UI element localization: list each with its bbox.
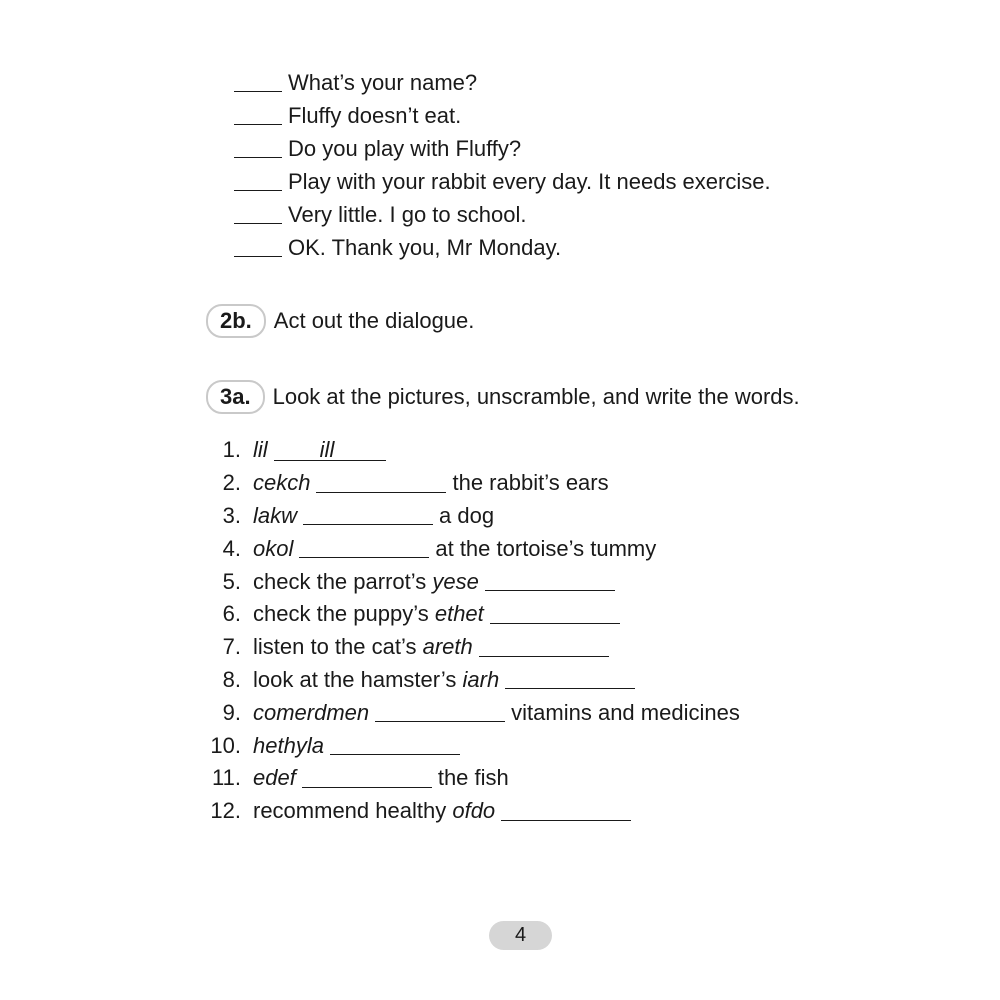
- item-number: 1.: [222, 437, 241, 463]
- scrambled-word: lakw: [253, 502, 298, 528]
- exercise-instruction: Act out the dialogue.: [273, 308, 475, 333]
- item-number: 6.: [222, 601, 241, 627]
- item-number: 2.: [222, 470, 241, 496]
- item-number: 9.: [222, 699, 241, 725]
- item-number: 4.: [222, 535, 241, 561]
- item-text-before: check the puppy’s: [253, 601, 429, 627]
- scrambled-word: yese: [432, 568, 479, 594]
- list-item: [200, 729, 740, 762]
- list-item: [200, 762, 740, 795]
- answer-blank[interactable]: [302, 769, 432, 788]
- dialogue-text: Very little. I go to school.: [288, 201, 527, 227]
- answer-blank[interactable]: [490, 605, 620, 624]
- list-item: [200, 532, 740, 565]
- exercise-instruction: Look at the pictures, unscramble, and write the words.: [272, 384, 800, 409]
- scrambled-word: areth: [422, 634, 473, 660]
- dialogue-line: [234, 99, 771, 132]
- item-text-after: at the tortoise’s tummy: [435, 535, 657, 561]
- scrambled-word: ofdo: [452, 798, 496, 824]
- scrambled-word: comerdmen: [253, 699, 370, 725]
- item-number: 11.: [212, 765, 241, 791]
- answer-blank[interactable]: [501, 802, 631, 821]
- item-text-after: the fish: [437, 765, 509, 791]
- list-item: [200, 500, 740, 533]
- item-text-after: vitamins and medicines: [511, 699, 740, 725]
- order-blank[interactable]: [234, 106, 282, 125]
- dialogue-ordering-list: [234, 66, 771, 264]
- answer-example: ill: [274, 440, 386, 461]
- answer-blank[interactable]: [299, 539, 429, 558]
- item-number: 8.: [222, 666, 241, 692]
- exercise-badge: 2b.: [206, 304, 266, 338]
- answer-blank[interactable]: [330, 736, 460, 755]
- order-blank[interactable]: [234, 73, 282, 92]
- scrambled-word: edef: [253, 765, 296, 791]
- item-number: 7.: [222, 634, 241, 660]
- list-item: [200, 631, 740, 664]
- dialogue-line: [234, 198, 771, 231]
- item-text-after: the rabbit’s ears: [452, 470, 609, 496]
- dialogue-text: OK. Thank you, Mr Monday.: [288, 234, 562, 260]
- item-number: 10.: [210, 732, 241, 758]
- order-blank[interactable]: [234, 238, 282, 257]
- exercise-badge: 3a.: [206, 380, 265, 414]
- item-number: 3.: [222, 502, 241, 528]
- order-blank[interactable]: [234, 139, 282, 158]
- scrambled-word: iarh: [462, 666, 500, 692]
- list-item: [200, 795, 740, 828]
- dialogue-line: [234, 132, 771, 165]
- item-text-after: a dog: [439, 502, 495, 528]
- order-blank[interactable]: [234, 172, 282, 191]
- list-item: [200, 696, 740, 729]
- item-number: 5.: [222, 568, 241, 594]
- page-number: 4: [489, 921, 552, 950]
- list-item: [200, 664, 740, 697]
- list-item: [200, 434, 740, 467]
- answer-blank[interactable]: [479, 638, 609, 657]
- exercise-2b: [206, 304, 474, 338]
- dialogue-line: [234, 66, 771, 99]
- item-text-before: check the parrot’s: [253, 568, 427, 594]
- item-number: 12.: [210, 798, 241, 824]
- answer-blank[interactable]: [485, 572, 615, 591]
- scrambled-word: okol: [253, 535, 294, 561]
- answer-blank[interactable]: [505, 670, 635, 689]
- list-item: [200, 565, 740, 598]
- order-blank[interactable]: [234, 205, 282, 224]
- unscramble-list: [200, 434, 740, 828]
- scrambled-word: hethyla: [253, 732, 324, 758]
- dialogue-text: Play with your rabbit every day. It needs exercise.: [288, 168, 771, 194]
- list-item: [200, 467, 740, 500]
- scrambled-word: ethet: [434, 601, 484, 627]
- scrambled-word: cekch: [253, 470, 311, 496]
- dialogue-line: [234, 165, 771, 198]
- item-text-before: recommend healthy: [253, 798, 447, 824]
- exercise-3a: [206, 380, 800, 414]
- dialogue-text: Fluffy doesn’t eat.: [288, 102, 462, 128]
- scrambled-word: lil: [253, 437, 268, 463]
- item-text-before: look at the hamster’s: [253, 666, 457, 692]
- dialogue-text: What’s your name?: [288, 69, 478, 95]
- dialogue-text: Do you play with Fluffy?: [288, 135, 522, 161]
- answer-blank[interactable]: [303, 506, 433, 525]
- answer-blank[interactable]: [316, 474, 446, 493]
- answer-blank[interactable]: [375, 703, 505, 722]
- item-text-before: listen to the cat’s: [253, 634, 417, 660]
- dialogue-line: [234, 231, 771, 264]
- list-item: [200, 598, 740, 631]
